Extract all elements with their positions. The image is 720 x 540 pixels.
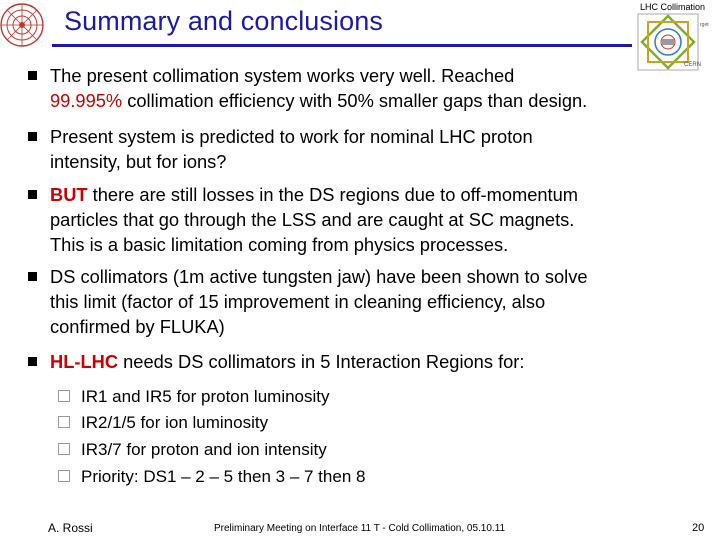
but-highlight: BUT: [50, 184, 88, 205]
bullet-4-line-2: this limit (factor of 15 improvement in cleaning efficiency, also: [50, 291, 546, 312]
sub-bullet: [58, 384, 330, 410]
bullet-marker: [28, 71, 37, 80]
title-underline: [52, 44, 632, 47]
bullet-marker: [28, 190, 37, 199]
lhc-collimation-logo: [634, 0, 720, 74]
sub-bullet: [58, 410, 268, 436]
bullet-3-line-3: This is a basic limitation coming from physics processes.: [50, 234, 509, 255]
bullet-3-line-1-rest: there are still losses in the DS regions due to off-momentum: [87, 184, 579, 205]
bullet-2-line-2: intensity, but for ions?: [50, 151, 227, 172]
bullet-1-line-2: [50, 88, 587, 113]
bullet-3-line-1: [50, 182, 578, 207]
footer-page-number: 20: [692, 522, 705, 534]
bullet-marker: [28, 132, 37, 141]
sub-bullet-text: IR2/1/5 for ion luminosity: [81, 413, 269, 432]
bullet-2-line-1: Present system is predicted to work for nominal LHC proton: [50, 126, 533, 147]
cern-logo-icon: [0, 0, 48, 52]
checkbox-bullet-icon: [58, 390, 70, 402]
badge-title: LHC Collimation: [640, 2, 706, 12]
svg-text:rget: rget: [700, 22, 709, 28]
bullet-1-line-2-rest: collimation efficiency with 50% smaller gaps than design.: [122, 90, 588, 111]
sub-bullet-text: Priority: DS1 – 2 – 5 then 3 – 7 then 8: [81, 467, 366, 486]
svg-text:CERN: CERN: [684, 62, 702, 68]
bullet-1-line-1: The present collimation system works very well. Reached: [50, 65, 515, 86]
bullet-marker: [28, 272, 37, 281]
hl-lhc-highlight: HL-LHC: [50, 351, 119, 372]
sub-bullet: [58, 464, 365, 490]
footer-author: A. Rossi: [48, 521, 93, 535]
collimator-diagram-icon: [634, 0, 720, 74]
sub-bullet-text: IR1 and IR5 for proton luminosity: [81, 387, 330, 406]
checkbox-bullet-icon: [58, 443, 70, 455]
checkbox-bullet-icon: [58, 416, 70, 428]
sub-bullet: [58, 437, 327, 463]
page-title: Summary and conclusions: [64, 6, 383, 36]
bullet-4-line-1: DS collimators (1m active tungsten jaw) have been shown to solve: [50, 266, 588, 287]
bullet-3-line-2: particles that go through the LSS and are caught at SC magnets.: [50, 209, 575, 230]
efficiency-highlight: 99.995%: [50, 90, 123, 111]
checkbox-bullet-icon: [58, 470, 70, 482]
footer-meeting: Preliminary Meeting on Interface 11 T - Cold Collimation, 05.10.11: [214, 523, 506, 534]
bullet-4-line-3: confirmed by FLUKA): [50, 316, 225, 337]
sub-bullet-text: IR3/7 for proton and ion intensity: [81, 440, 327, 459]
bullet-marker: [28, 357, 37, 366]
bullet-5-line-1: [50, 349, 524, 374]
bullet-5-line-1-rest: needs DS collimators in 5 Interaction Regions for:: [118, 351, 525, 372]
